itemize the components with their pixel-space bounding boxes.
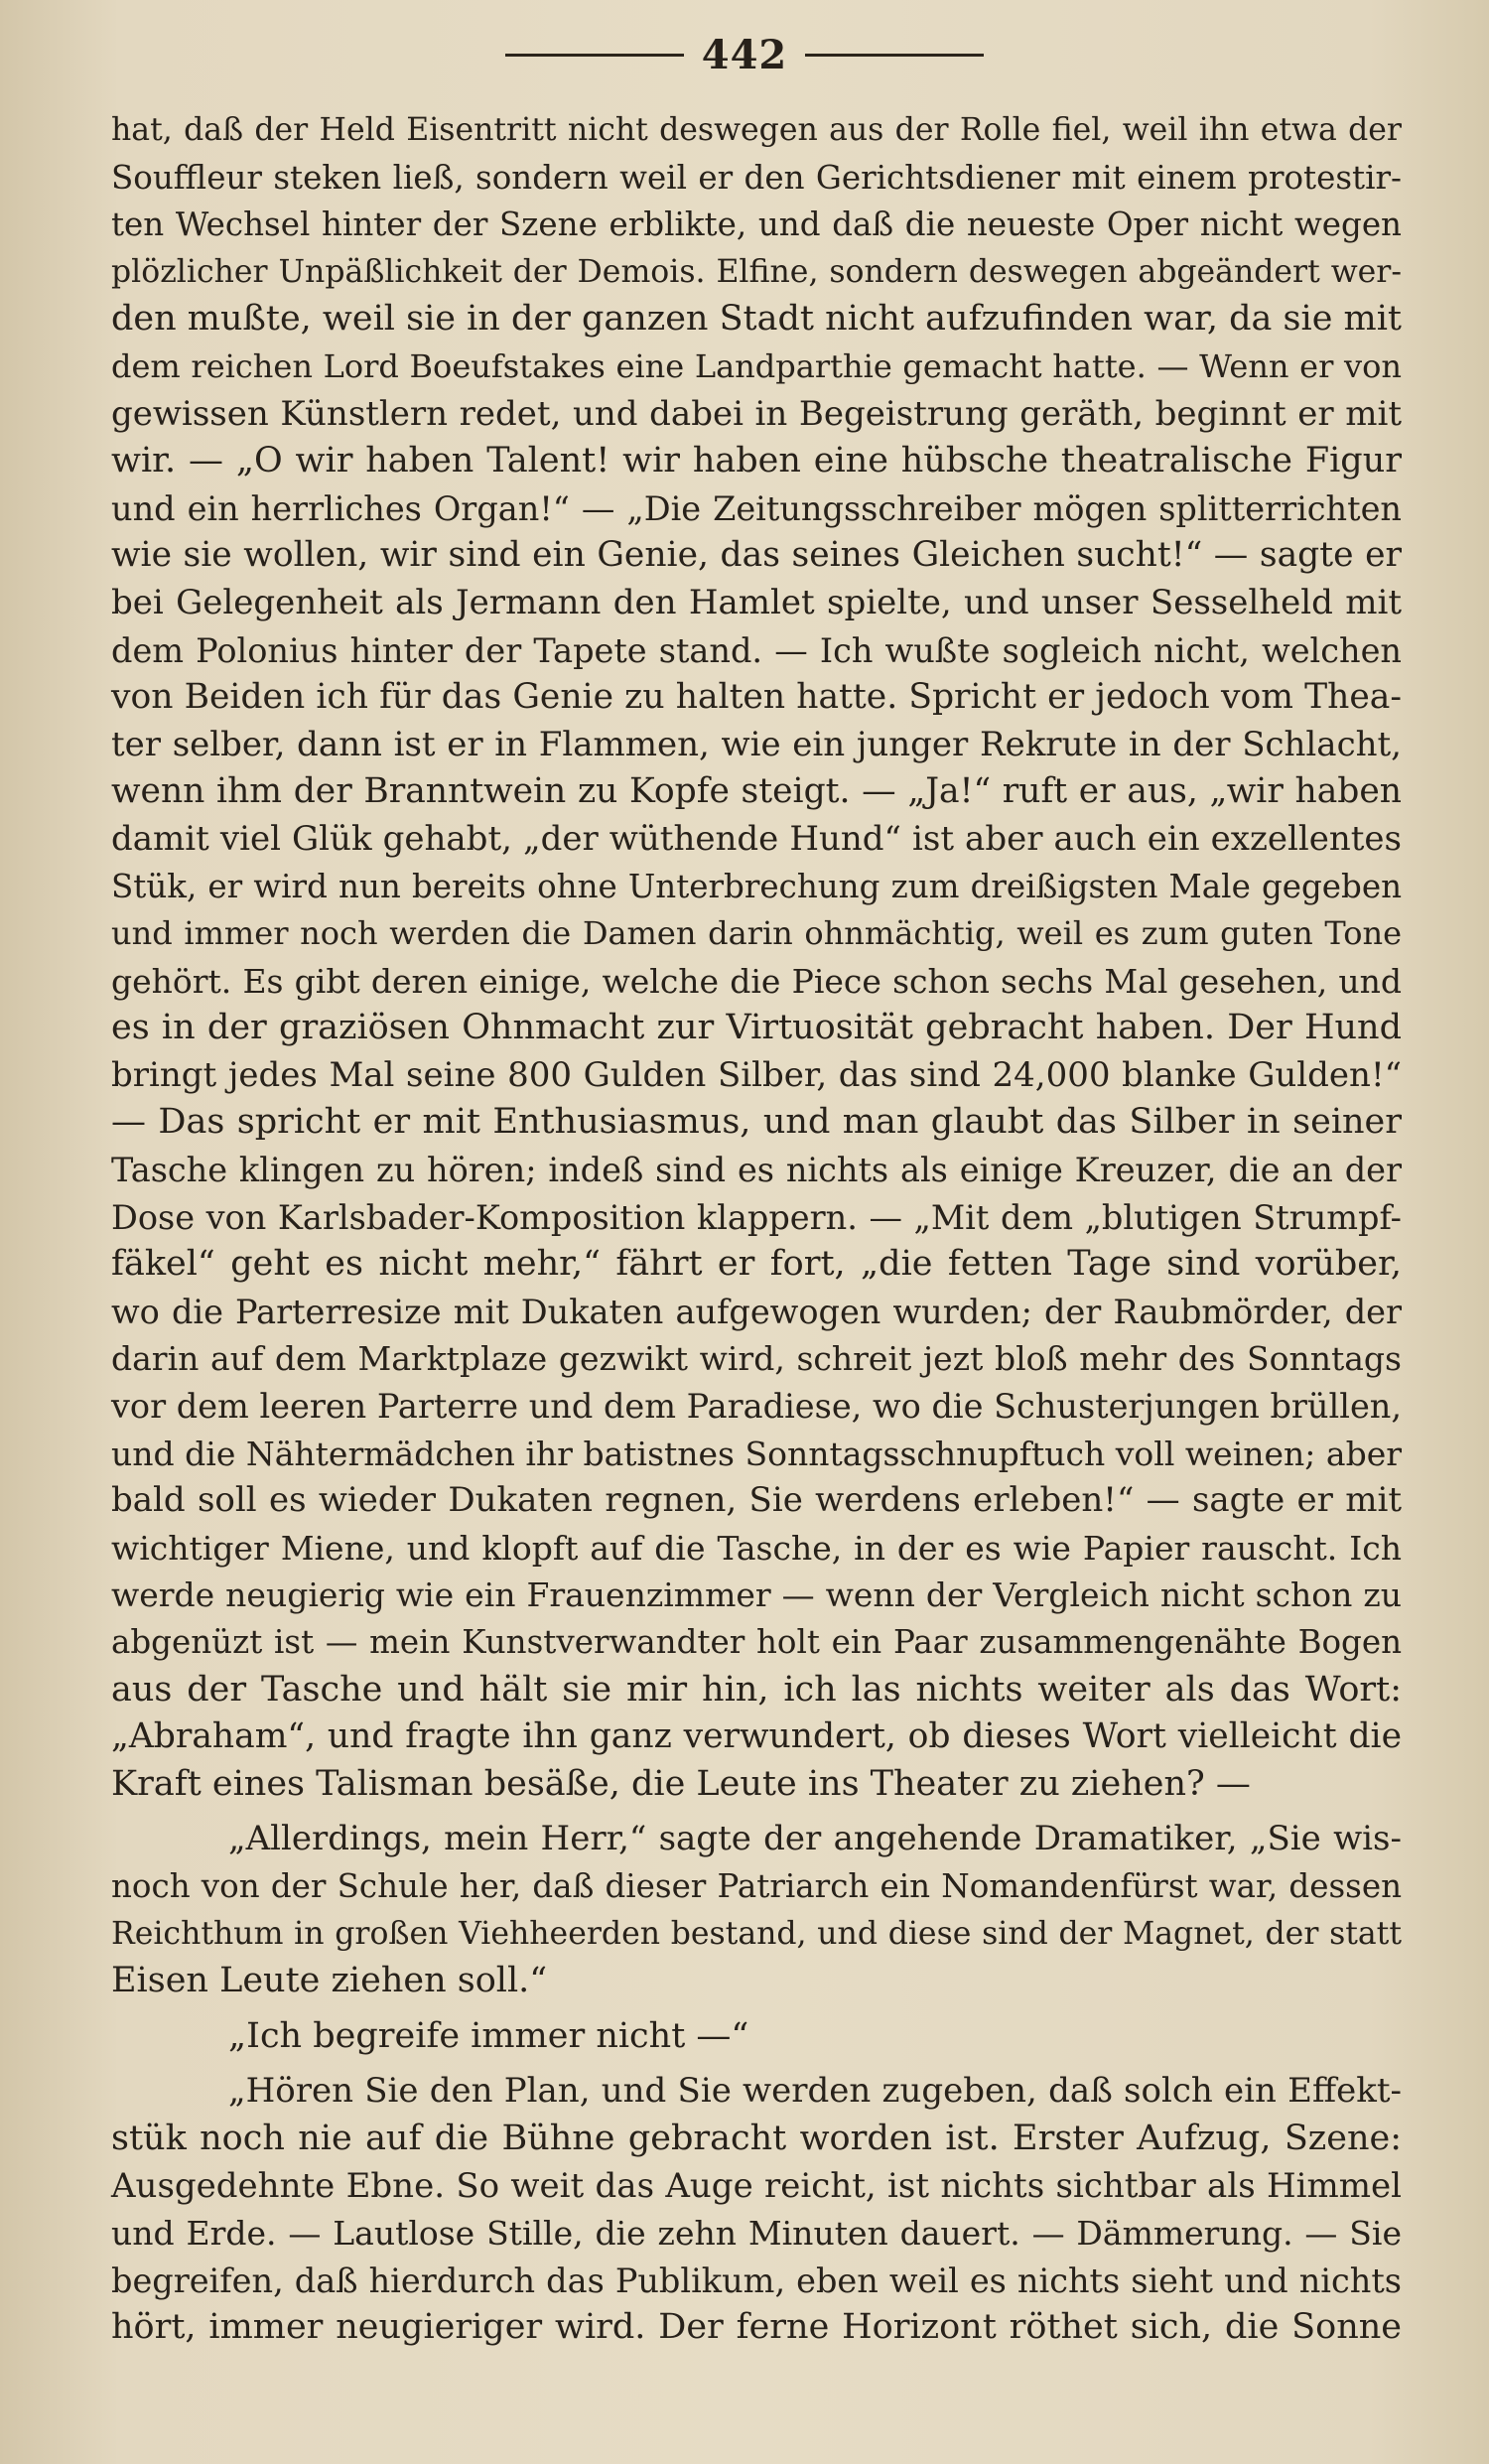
text-line: hat, daß der Held Eisentritt nicht deswegen aus der Rolle fiel, weil ihn etwa der [111, 112, 1402, 148]
text-line: und ein herrliches Organ!“ — „Die Zeitungsschreiber mögen splitterrichten [111, 488, 1402, 528]
text-line: gewissen Künstlern redet, und dabei in Begeistrung geräth, beginnt er mit [111, 393, 1402, 434]
text-line: den mußte, weil sie in der ganzen Stadt nicht aufzufinden war, da sie mit [111, 299, 1402, 340]
text-line: darin auf dem Marktplaze gezwikt wird, schreit jezt bloß mehr des Sonntags [111, 1339, 1402, 1379]
text-line: wir. — „O wir haben Talent! wir haben eine hübsche theatralische Figur [111, 441, 1402, 481]
text-line: Dose von Karlsbader-Komposition klappern. — „Mit dem „blutigen Strumpf- [111, 1197, 1402, 1237]
text-line: plözlicher Unpäßlichkeit der Demois. Elfine, sondern deswegen abgeändert wer- [111, 253, 1402, 290]
paragraph [111, 1816, 1402, 2004]
text-line: — Das spricht er mit Enthusiasmus, und man glaubt das Silber in seiner [111, 1102, 1402, 1143]
paragraph [111, 2068, 1402, 2352]
text-line: Eisen Leute ziehen soll.“ [111, 1961, 548, 2001]
text-line: dem reichen Lord Boeufstakes eine Landparthie gemacht hatte. — Wenn er von [111, 346, 1402, 385]
text-line: begreifen, daß hierdurch das Publikum, eben weil es nichts sieht und nichts [111, 2260, 1402, 2300]
text-line: stük noch nie auf die Bühne gebracht worden ist. Erster Aufzug, Szene: [111, 2118, 1402, 2158]
text-line: Ausgedehnte Ebne. So weit das Auge reicht, ist nichts sichtbar als Himmel [111, 2165, 1402, 2206]
text-line: und immer noch werden die Damen darin ohnmächtig, weil es zum guten Tone [111, 914, 1402, 953]
text-line: Stük, er wird nun bereits ohne Unterbrechung zum dreißigsten Male gegeben [111, 867, 1402, 905]
text-line: Souffleur steken ließ, sondern weil er den Gerichtsdiener mit einem protestir- [111, 158, 1402, 197]
text-line: fäkel“ geht es nicht mehr,“ fährt er fort, „die fetten Tage sind vorüber, [111, 1244, 1402, 1285]
text-line: wo die Parterresize mit Dukaten aufgewogen wurden; der Raubmörder, der [111, 1292, 1402, 1331]
text-line: Tasche klingen zu hören; indeß sind es nichts als einige Kreuzer, die an der [111, 1151, 1402, 1190]
text-line: „Allerdings, mein Herr,“ sagte der angehende Dramatiker, „Sie wis- [228, 1819, 1402, 1859]
text-line: und die Nähtermädchen ihr batistnes Sonntagsschnupftuch voll weinen; aber [111, 1434, 1402, 1473]
paragraph [111, 2013, 1402, 2061]
text-line: noch von der Schule her, daß dieser Patriarch ein Nomandenfürst war, dessen [111, 1866, 1402, 1905]
header-rule-left [505, 54, 684, 57]
page-number: 442 [701, 31, 788, 78]
text-line: gehört. Es gibt deren einige, welche die Piece schon sechs Mal gesehen, und [111, 961, 1402, 1001]
text-line: „Hören Sie den Plan, und Sie werden zugeben, daß solch ein Effekt- [228, 2071, 1402, 2112]
text-line: damit viel Glük gehabt, „der wüthende Hund“ ist aber auch ein exzellentes [111, 818, 1402, 859]
header-rule-right [805, 54, 984, 57]
text-line: „Ich begreife immer nicht —“ [228, 2015, 749, 2056]
text-line: vor dem leeren Parterre und dem Paradiese, wo die Schusterjungen brüllen, [111, 1387, 1402, 1427]
paragraph [111, 107, 1402, 1808]
text-line: und Erde. — Lautlose Stille, die zehn Minuten dauert. — Dämmerung. — Sie [111, 2214, 1402, 2254]
page-header [0, 30, 1489, 79]
text-line: werde neugierig wie ein Frauenzimmer — wenn der Vergleich nicht schon zu [111, 1575, 1402, 1615]
text-line: wichtiger Miene, und klopft auf die Tasche, in der es wie Papier rauscht. Ich [111, 1528, 1402, 1568]
text-line: wie sie wollen, wir sind ein Genie, das seines Gleichen sucht!“ — sagte er [111, 535, 1402, 576]
text-line: Reichthum in großen Viehheerden bestand, und diese sind der Magnet, der statt [111, 1915, 1402, 1952]
text-line: wenn ihm der Branntwein zu Kopfe steigt. — „Ja!“ ruft er aus, „wir haben [111, 771, 1402, 812]
text-line: abgenüzt ist — mein Kunstverwandter holt ein Paar zusammengenähte Bogen [111, 1623, 1402, 1661]
text-line: aus der Tasche und hält sie mir hin, ich las nichts weiter als das Wort: [111, 1669, 1402, 1710]
text-line: Kraft eines Talisman besäße, die Leute ins Theater zu ziehen? — [111, 1763, 1251, 1804]
body-text [111, 107, 1402, 2352]
text-line: bei Gelegenheit als Jermann den Hamlet spielte, und unser Sesselheld mit [111, 582, 1402, 622]
text-line: bringt jedes Mal seine 800 Gulden Silber, das sind 24,000 blanke Gulden!“ [111, 1054, 1402, 1095]
text-line: „Abraham“, und fragte ihn ganz verwundert, ob dieses Wort vielleicht die [111, 1716, 1402, 1757]
text-line: dem Polonius hinter der Tapete stand. — Ich wußte sogleich nicht, welchen [111, 630, 1402, 670]
text-line: bald soll es wieder Dukaten regnen, Sie werdens erleben!“ — sagte er mit [111, 1480, 1402, 1521]
text-line: von Beiden ich für das Genie zu halten hatte. Spricht er jedoch vom Thea- [111, 677, 1402, 718]
text-line: hört, immer neugieriger wird. Der ferne Horizont röthet sich, die Sonne [111, 2307, 1402, 2348]
text-line: ten Wechsel hinter der Szene erblikte, und daß die neueste Oper nicht wegen [111, 205, 1402, 244]
text-line: es in der graziösen Ohnmacht zur Virtuosität gebracht haben. Der Hund [111, 1008, 1402, 1048]
text-line: ter selber, dann ist er in Flammen, wie ein junger Rekrute in der Schlacht, [111, 724, 1402, 764]
